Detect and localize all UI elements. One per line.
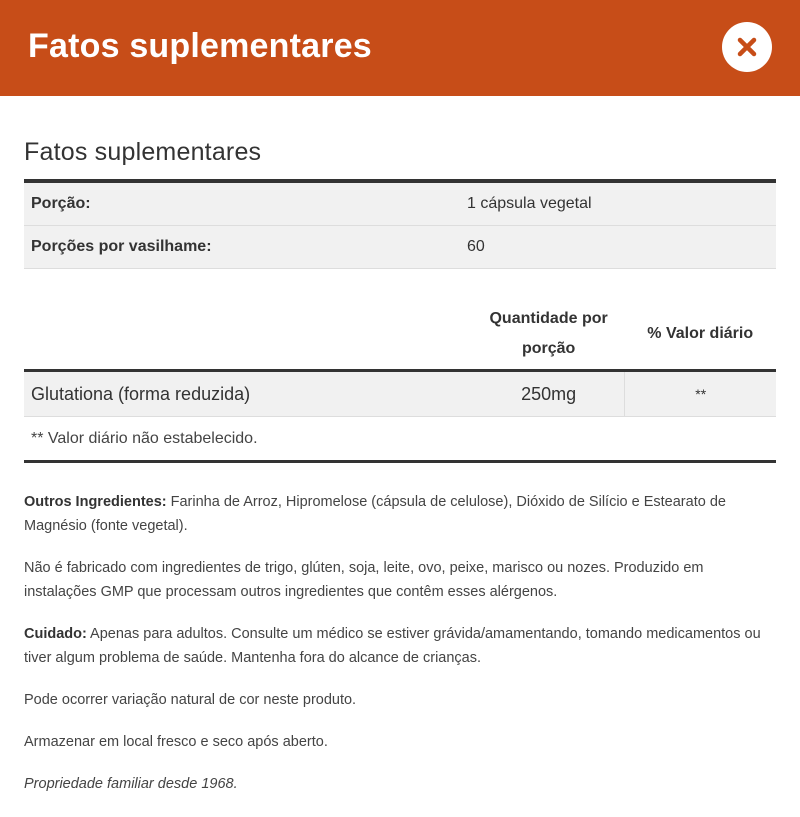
family-owned-note: Propriedade familiar desde 1968. <box>24 776 238 792</box>
ingredient-amount: 250mg <box>521 383 577 404</box>
servings-label: Porções por vasilhame: <box>31 238 212 255</box>
daily-value-header: % Valor diário <box>647 325 754 342</box>
amount-per-serving-header <box>473 304 625 364</box>
ingredient-row <box>24 372 776 417</box>
table-bottom-rule <box>24 460 776 463</box>
serving-size-value: 1 cápsula vegetal <box>467 195 592 212</box>
caution-statement <box>24 622 776 670</box>
close-icon <box>736 36 758 58</box>
servings-value: 60 <box>467 238 485 255</box>
caution-text: Apenas para adultos. Consulte um médico se estiver grávida/amamentando, tomando medicamentos ou tiver algum problema de saúde. Mantenha fora do alcance de crianças. <box>24 626 761 666</box>
other-ingredients <box>24 490 776 538</box>
ingredient-name: Glutationa (forma reduzida) <box>31 383 251 404</box>
amount-header-line2: porção <box>521 340 576 357</box>
dv-footnote: ** Valor diário não estabelecido. <box>31 429 258 447</box>
storage-note: Armazenar em local fresco e seco após aberto. <box>24 734 328 750</box>
ingredient-dv: ** <box>624 372 776 416</box>
serving-size-row <box>24 183 776 226</box>
other-ingredients-label: Outros Ingredientes: <box>24 494 167 510</box>
close-button[interactable] <box>722 22 772 72</box>
servings-row <box>24 226 776 269</box>
amount-header-row <box>24 269 776 369</box>
amount-header-line1: Quantidade por <box>489 310 608 327</box>
notes-section <box>24 490 776 796</box>
modal-header <box>0 0 800 96</box>
color-variation-note: Pode ocorrer variação natural de cor neste produto. <box>24 692 357 708</box>
other-ingredients-text: Farinha de Arroz, Hipromelose (cápsula de celulose), Dióxido de Silício e Estearato de Magnésio (fonte vegetal). <box>24 494 726 534</box>
allergen-statement: Não é fabricado com ingredientes de trigo, glúten, soja, leite, ovo, peixe, marisco ou nozes. Produzido em instalações GMP que processam outros ingredientes que contêm esses alérgenos. <box>24 560 704 600</box>
facts-title: Fatos suplementares <box>24 138 262 166</box>
modal-body <box>0 138 800 796</box>
serving-size-label: Porção: <box>31 195 91 212</box>
modal-title: Fatos suplementares <box>28 26 372 65</box>
caution-label: Cuidado: <box>24 626 87 642</box>
